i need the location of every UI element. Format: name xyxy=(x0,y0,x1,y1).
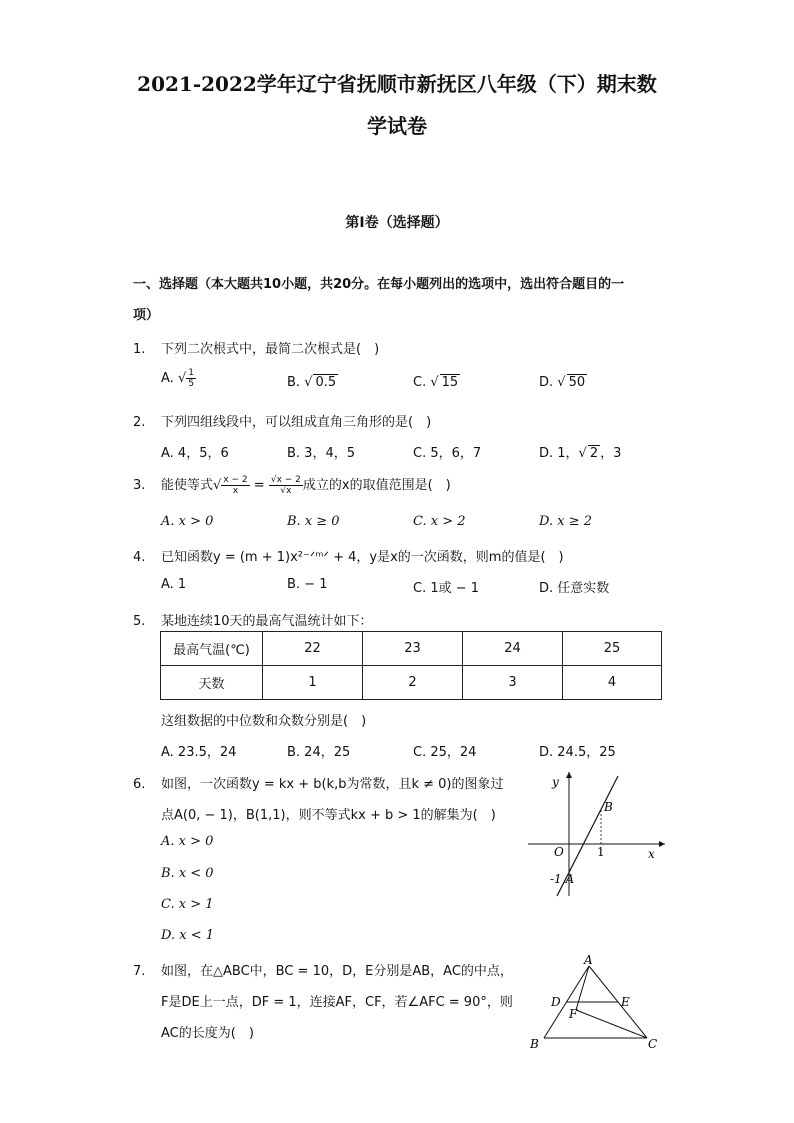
table-row xyxy=(161,632,662,666)
point-a-label: -1 A xyxy=(550,872,575,886)
q1-option-b: B. √ 0.5 xyxy=(287,375,337,390)
fraction: $\frac{1}{5}$ xyxy=(188,368,194,389)
fraction-left: $\frac{x - 2}{x}$ xyxy=(223,475,248,496)
q5-option-b: B. 24，25 xyxy=(287,745,351,760)
instructions-line1: 一、选择题（本大题共10小题，共20分。在每小题列出的选项中，选出符合题目的一 xyxy=(133,277,625,292)
question-7-stem-line2: F是DE上一点，DF = 1，连接AF，CF，若∠AFC = 90°，则 xyxy=(161,995,513,1010)
section-heading: 第Ⅰ卷（选择题） xyxy=(345,215,449,231)
question-1-stem: 下列二次根式中，最简二次根式是( ) xyxy=(161,342,380,357)
question-5: 5. 某地连续10天的最高气温统计如下： xyxy=(133,614,373,629)
q2-option-b: B. 3，4，5 xyxy=(287,446,355,461)
table-cell: 23 xyxy=(363,632,463,666)
q3-option-d: D. x ≥ 2 xyxy=(539,514,592,529)
q4-option-c: C. 1或 − 1 xyxy=(413,581,480,596)
q4-option-a: A. 1 xyxy=(161,577,187,592)
linear-function-graph xyxy=(520,768,670,900)
tick-label-1: 1 xyxy=(597,845,605,859)
question-4: 4. 已知函数y = (m + 1)x²⁻ᐟᵐᐟ + 4，y是x的一次函数，则m的值是( ) xyxy=(133,550,564,565)
question-5-stem: 某地连续10天的最高气温统计如下： xyxy=(161,614,373,629)
table-cell: 4 xyxy=(563,666,662,700)
point-d-label: D xyxy=(551,995,561,1009)
question-7-stem-line3: AC的长度为( ) xyxy=(161,1026,254,1041)
q1-option-c: C. √ 15 xyxy=(413,375,459,390)
question-1: 1. 下列二次根式中，最简二次根式是( ) xyxy=(133,342,380,357)
q5-option-a: A. 23.5，24 xyxy=(161,745,237,760)
y-axis-label: y xyxy=(552,775,559,789)
table-cell: 24 xyxy=(463,632,563,666)
q4-option-b: B. − 1 xyxy=(287,577,328,592)
table-cell: 1 xyxy=(263,666,363,700)
table-row xyxy=(161,666,662,700)
title-line1: 2021-2022学年辽宁省抚顺市新抚区八年级（下）期末数 xyxy=(137,72,657,96)
table-cell: 天数 xyxy=(161,666,263,700)
x-axis-arrow-icon xyxy=(659,841,665,847)
table-cell: 3 xyxy=(463,666,563,700)
question-2: 2. 下列四组线段中，可以组成直角三角形的是( ) xyxy=(133,415,432,430)
y-axis-arrow-icon xyxy=(566,772,572,778)
question-4-stem: 已知函数y = (m + 1)x²⁻ᐟᵐᐟ + 4，y是x的一次函数，则m的值是( ) xyxy=(161,550,564,565)
q6-option-c: C. x > 1 xyxy=(161,897,214,912)
question-2-stem: 下列四组线段中，可以组成直角三角形的是( ) xyxy=(161,415,432,430)
q6-option-d: D. x < 1 xyxy=(161,928,214,943)
table-cell: 2 xyxy=(363,666,463,700)
q4-option-d: D. 任意实数 xyxy=(539,581,610,596)
q2-option-a: A. 4，5，6 xyxy=(161,446,229,461)
segment-af xyxy=(576,966,589,1010)
q3-option-a: A. x > 0 xyxy=(161,514,214,529)
q5-option-c: C. 25，24 xyxy=(413,745,477,760)
question-7: 7. 如图，在△ABC中，BC = 10，D，E分别是AB，AC的中点， xyxy=(133,964,513,979)
question-6-stem-line1: 如图，一次函数y = kx + b(k,b为常数，且k ≠ 0)的图象过 xyxy=(161,777,504,792)
vertex-b-label: B xyxy=(530,1037,539,1051)
title-line2: 学试卷 xyxy=(367,114,427,138)
q1-option-a: A. √ $\frac{1}{5}$ xyxy=(161,368,194,389)
fraction-right: $\frac{√x - 2}{√x}$ xyxy=(270,475,301,496)
question-5-stem2: 这组数据的中位数和众数分别是( ) xyxy=(161,714,367,729)
instructions-line2: 项） xyxy=(133,308,160,323)
table-cell: 22 xyxy=(263,632,363,666)
table-cell: 最高气温(℃) xyxy=(161,632,263,666)
vertex-a-label: A xyxy=(584,953,593,967)
question-3: 3. 能使等式√ $\frac{x - 2}{x}$ = $\frac{√x - 2}{√x}$ 成立的x的取值范围是( ) xyxy=(133,475,451,496)
q6-option-b: B. x < 0 xyxy=(161,866,214,881)
question-6-stem-line2: 点A(0, − 1)，B(1,1)，则不等式kx + b > 1的解集为( ) xyxy=(161,808,496,823)
point-f-label: F xyxy=(569,1007,578,1021)
question-7-stem-line1: 如图，在△ABC中，BC = 10，D，E分别是AB，AC的中点， xyxy=(161,964,513,979)
q2-option-c: C. 5，6，7 xyxy=(413,446,482,461)
q2-option-d: D. 1，√ 2 ，3 xyxy=(539,446,622,461)
triangle-figure xyxy=(524,952,664,1052)
vertex-c-label: C xyxy=(648,1037,658,1051)
point-e-label: E xyxy=(621,995,630,1009)
question-6: 6. 如图，一次函数y = kx + b(k,b为常数，且k ≠ 0)的图象过 xyxy=(133,777,504,792)
sqrt-icon: √ xyxy=(177,371,187,386)
point-b-label: B xyxy=(604,800,613,814)
q5-option-d: D. 24.5，25 xyxy=(539,745,616,760)
table-cell: 25 xyxy=(563,632,662,666)
q3-option-c: C. x > 2 xyxy=(413,514,466,529)
q3-option-b: B. x ≥ 0 xyxy=(287,514,340,529)
temperature-table xyxy=(160,631,662,700)
q6-option-a: A. x > 0 xyxy=(161,834,214,849)
x-axis-label: x xyxy=(648,847,655,861)
origin-label: O xyxy=(554,845,564,859)
q1-option-d: D. √ 50 xyxy=(539,375,586,390)
